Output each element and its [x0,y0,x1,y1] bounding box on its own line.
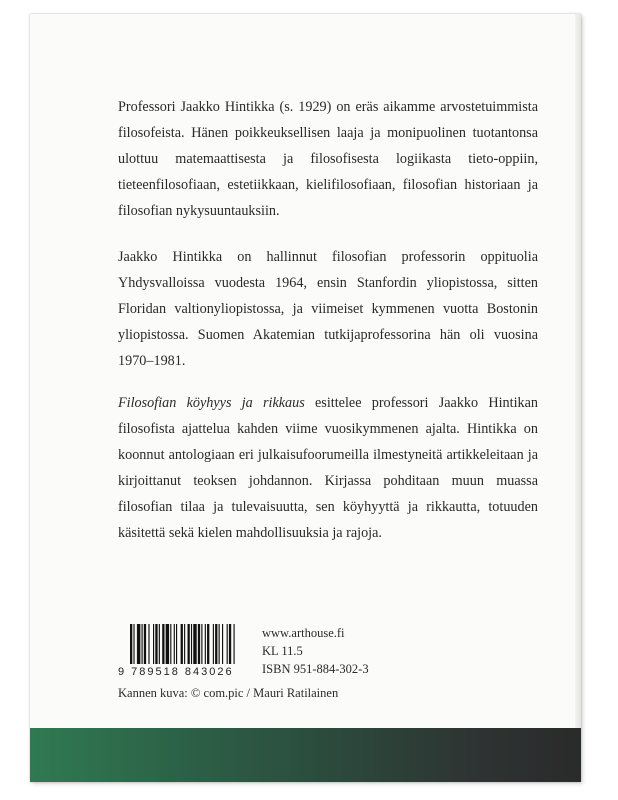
cover-edge [575,14,581,782]
barcode-number: 9 789518 843026 [118,666,234,678]
library-class: KL 11.5 [262,644,303,658]
book-back-cover [30,14,581,782]
blurb-paragraph-author: Professori Jaakko Hintikka (s. 1929) on eräs aikamme arvostetuimmista filosofeista. Hänen poikkeuksellisen laaja ja monipuolinen tuotantonsa ulottuu matemaattisesta ja filosofisesta logiikasta tieto-oppiin, tieteenfilosofiaan, estetiikkaan, kielifilosofiaan, filosofian historiaan ja filosofian nykysuuntauksiin. [118,99,538,219]
blurb-paragraph-book [118,390,538,546]
bottom-color-band [30,728,581,782]
publisher-url: www.arthouse.fi [262,626,345,640]
publisher-info [262,624,369,678]
blurb-paragraph-book-text: esittelee professori Jaakko Hintikan filosofista ajattelua kahden viime vuosikymmenen ajalta. Hintikka on koonnut antologiaan eri julkaisufoorumeilla ilmestyneitä artikkeleitaan ja kirjoittanut teoksen johdannon. Kirjassa pohditaan muun muassa filosofian tilaa ja tulevaisuutta, sen köyhyyttä ja rikkautta, totuuden käsitettä sekä kielen mahdollisuuksia ja rajoja. [118,395,538,541]
book-title-italic: Filosofian köyhyys ja rikkaus [118,395,305,411]
cover-image-credit: Kannen kuva: © com.pic / Mauri Ratilainen [118,686,339,700]
isbn-text: ISBN 951-884-302-3 [262,662,369,676]
barcode-bars [130,624,280,664]
blurb-paragraph-career: Jaakko Hintikka on hallinnut filosofian professorin oppituolia Yhdysvalloissa vuodesta 1964, ensin Stanfordin yliopistossa, sitten Floridan valtionyliopistossa, ja viimeiset kymmenen vuotta Bostonin yliopistossa. Suomen Akatemian tutkijaprofessorina hän oli vuosina 1970–1981. [118,249,538,369]
